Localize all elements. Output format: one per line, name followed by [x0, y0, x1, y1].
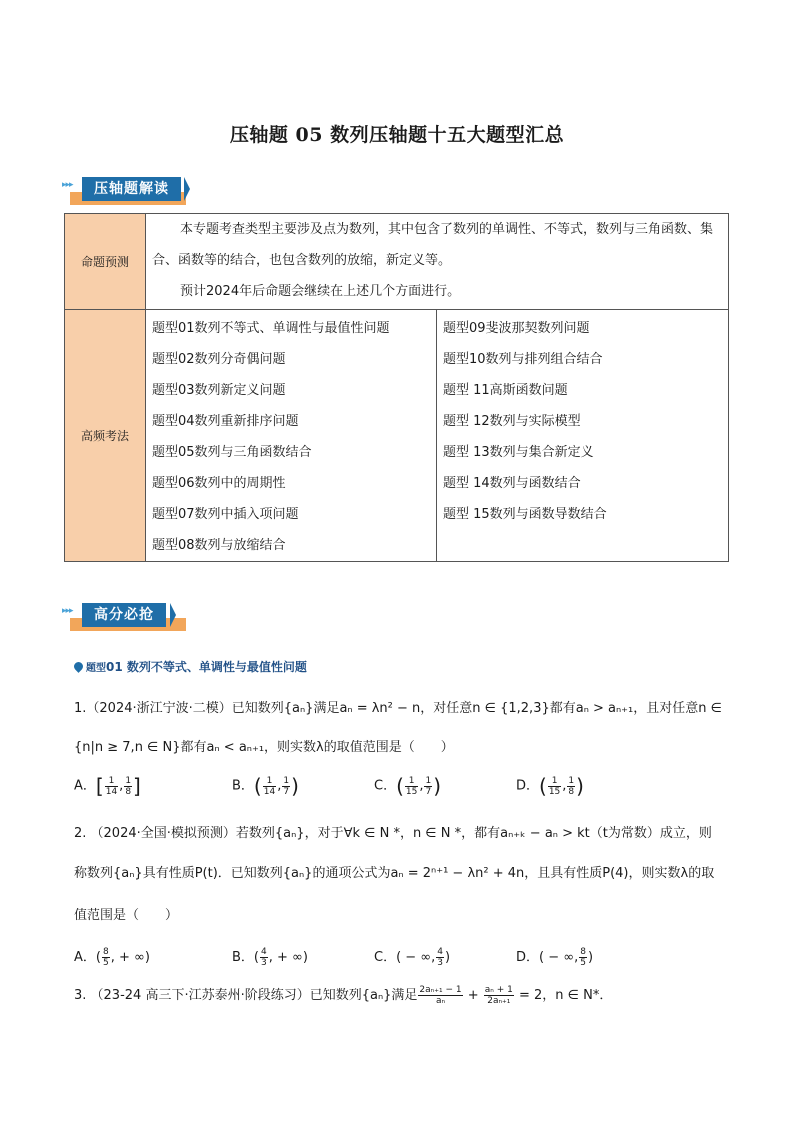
- q1-option[interactable]: B．( $\frac{1}{14}$ , $\frac{1}{7}$ ): [232, 774, 299, 798]
- topic-item: 题型08数列与放缩结合: [152, 538, 286, 553]
- row-label-frequent: 高频考法: [65, 310, 146, 562]
- topic-item: 题型 14数列与函数结合: [443, 476, 581, 491]
- arrow-dots-icon: ▸▸▸: [62, 606, 73, 616]
- section-header-must-score: [62, 603, 242, 633]
- q1-option[interactable]: D．( $\frac{1}{15}$ , $\frac{1}{8}$ ): [516, 774, 584, 798]
- prediction-paragraph-1: 本专题考查类型主要涉及点为数列，其中包含了数列的单调性、不等式，数列与三角函数、集合、函数等的结合，也包含数列的放缩，新定义等。: [152, 222, 714, 268]
- section-header-interpretation: [62, 177, 242, 207]
- topic-item: 题型 13数列与集合新定义: [443, 445, 594, 460]
- topic-item: 题型01数列不等式、单调性与最值性问题: [152, 321, 390, 336]
- topic-item: 题型05数列与三角函数结合: [152, 445, 312, 460]
- topic-item: 题型04数列重新排序问题: [152, 414, 299, 429]
- section-title: 压轴题解读: [82, 177, 181, 201]
- topic-item: 题型10数列与排列组合结合: [443, 352, 603, 367]
- prediction-cell: [146, 214, 729, 310]
- topic-item: 题型09斐波那契数列问题: [443, 321, 590, 336]
- q2-option[interactable]: B．( $\frac{4}{3}$ , + ∞): [232, 947, 308, 968]
- location-pin-icon: [72, 660, 85, 673]
- row-label-prediction: 命题预测: [65, 214, 146, 310]
- question-2-line-3: 值范围是（ ）: [74, 908, 179, 923]
- q2-option[interactable]: C．( − ∞, $\frac{4}{3}$ ): [374, 947, 451, 968]
- topic-list-left: [146, 313, 436, 561]
- q1-option[interactable]: A．[ $\frac{1}{14}$ , $\frac{1}{8}$ ]: [74, 774, 141, 798]
- q2-option[interactable]: D．( − ∞, $\frac{8}{5}$ ): [516, 947, 594, 968]
- arrow-dots-icon: ▸▸▸: [62, 180, 73, 190]
- q1-option[interactable]: C．( $\frac{1}{15}$ , $\frac{1}{7}$ ): [374, 774, 442, 798]
- question-2-line-1: 2. （2024·全国·模拟预测）若数列{aₙ}，对于∀k ∈ N *，n ∈ N *，都有aₙ₊ₖ − aₙ > kt（t为常数）成立，则: [74, 826, 712, 841]
- summary-table: [64, 213, 729, 562]
- question-type-heading: 题型01 数列不等式、单调性与最值性问题: [74, 658, 307, 675]
- question-2-line-2: 称数列{aₙ}具有性质P(t)．已知数列{aₙ}的通项公式为aₙ = 2ⁿ⁺¹ − λn² + 4n，且具有性质P(4)，则实数λ的取: [74, 866, 715, 881]
- banner-tip-icon: [184, 177, 190, 201]
- page-title: 压轴题 05 数列压轴题十五大题型汇总: [229, 124, 565, 146]
- topic-item: 题型 15数列与函数导数结合: [443, 507, 607, 522]
- topic-item: 题型03数列新定义问题: [152, 383, 286, 398]
- fraction-2: $\frac{\text{aₙ + 1}}{\text{2aₙ₊₁}}$: [484, 985, 513, 1006]
- topic-list-right: [437, 313, 728, 530]
- frequent-cell: [146, 310, 729, 562]
- question-1-line-1: 1.（2024·浙江宁波·二模）已知数列{aₙ}满足aₙ = λn² − n，对任意n ∈ {1,2,3}都有aₙ > aₙ₊₁，且对任意n ∈: [74, 701, 722, 716]
- topic-item: 题型 11高斯函数问题: [443, 383, 568, 398]
- question-1-line-2: {n|n ≥ 7,n ∈ N}都有aₙ < aₙ₊₁，则实数λ的取值范围是（ ）: [74, 740, 454, 755]
- topic-item: 题型07数列中插入项问题: [152, 507, 299, 522]
- banner-tip-icon: [170, 603, 176, 627]
- topic-item: 题型 12数列与实际模型: [443, 414, 581, 429]
- prediction-paragraph-2: 预计2024年后命题会继续在上述几个方面进行。: [180, 284, 461, 299]
- q2-option[interactable]: A．( $\frac{8}{5}$ , + ∞): [74, 947, 150, 968]
- topic-item: 题型06数列中的周期性: [152, 476, 286, 491]
- section-title: 高分必抢: [82, 603, 166, 627]
- fraction-1: $\frac{\text{2aₙ₊₁ − 1}}{\text{aₙ}}$: [419, 985, 462, 1006]
- question-3-line-1: 3. （23-24 高三下·江苏泰州·阶段练习）已知数列{aₙ}满足 $\frac{\text{2aₙ₊₁ − 1}}{\text{aₙ}}$ + $\frac{\text{aₙ + 1}}{\text{2aₙ₊₁}}$ = 2，n ∈ N*．: [74, 985, 613, 1006]
- topic-item: 题型02数列分奇偶问题: [152, 352, 286, 367]
